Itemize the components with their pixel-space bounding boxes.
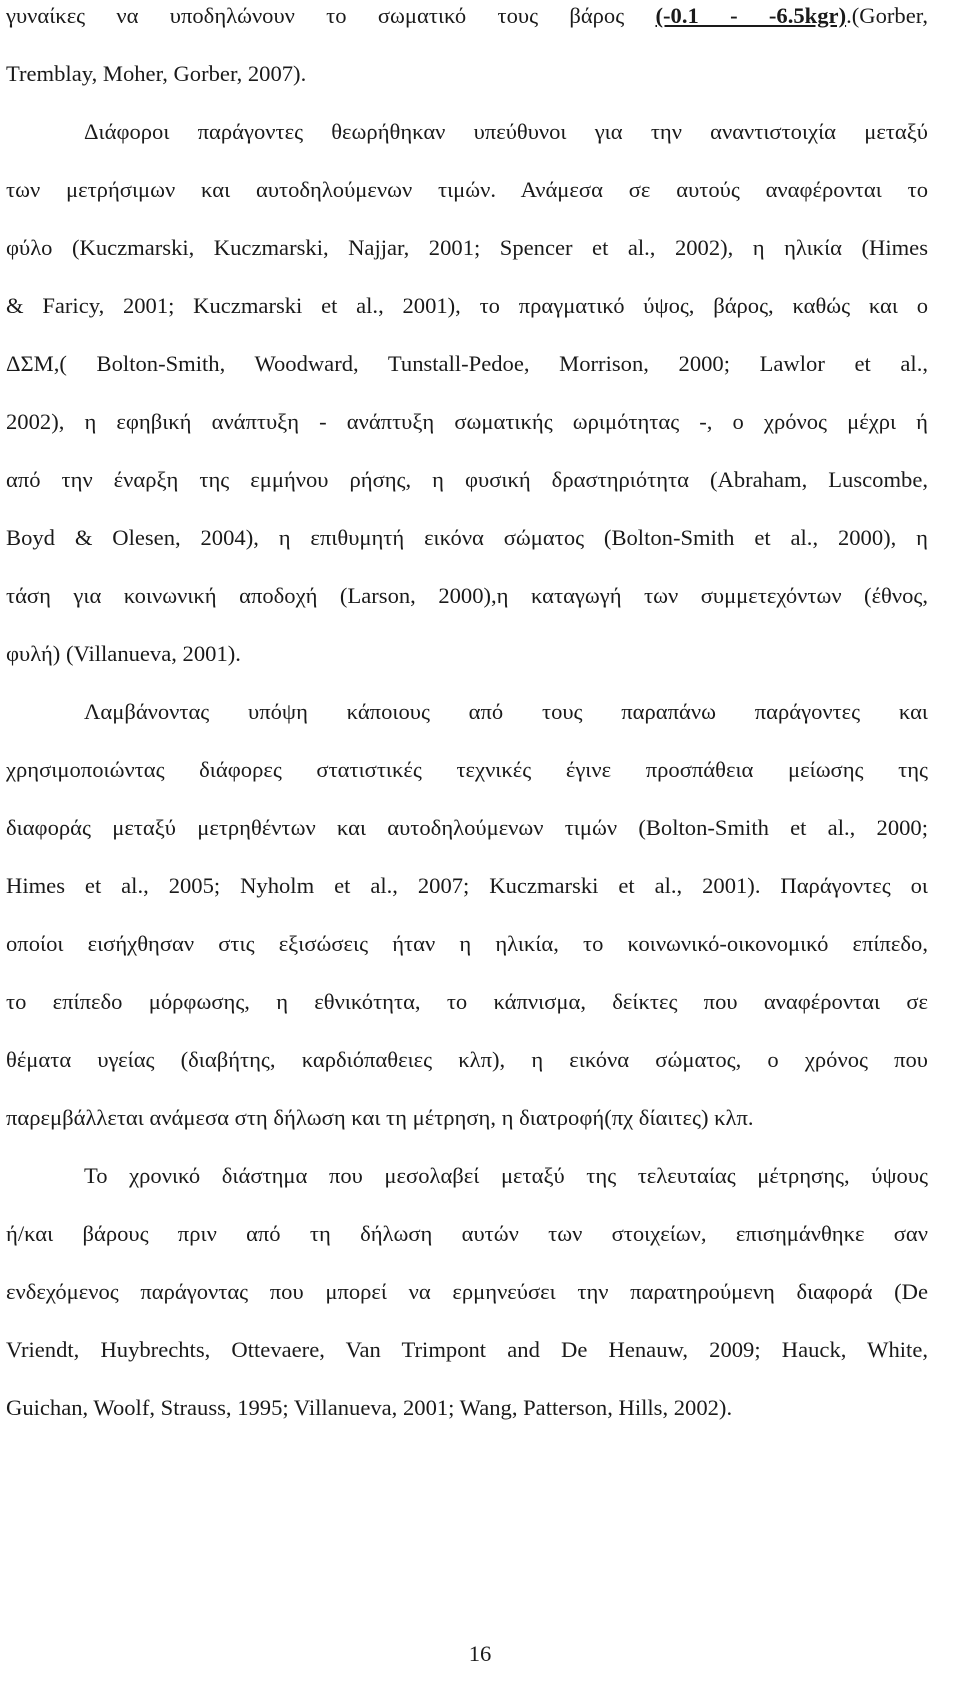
- text-line: ενδεχόμενος παράγοντας που μπορεί να ερμηνεύσει την παρατηρούμενη διαφορά (De: [6, 1279, 928, 1304]
- page-number: 16: [468, 1641, 492, 1666]
- text-line: Boyd & Olesen, 2004), η επιθυμητή εικόνα σώματος (Bolton-Smith et al., 2000), η: [6, 525, 928, 550]
- text-line: Vriendt, Huybrechts, Ottevaere, Van Trimpont and De Henauw, 2009; Hauck, White,: [6, 1337, 928, 1362]
- text-line: τάση για κοινωνική αποδοχή (Larson, 2000),η καταγωγή των συμμετεχόντων (έθνος,: [6, 583, 928, 608]
- text-line: γυναίκες να υποδηλώνουν το σωματικό τους βάρος (-0.1 - -6.5kgr).(Gorber,: [6, 3, 928, 28]
- text-line: χρησιμοποιώντας διάφορες στατιστικές τεχνικές έγινε προσπάθεια μείωσης της: [6, 757, 928, 782]
- text-line: παρεμβάλλεται ανάμεσα στη δήλωση και τη μέτρηση, η διατροφή(πχ δίαιτες) κλπ.: [6, 1105, 754, 1130]
- text-line: ή/και βάρους πριν από τη δήλωση αυτών των στοιχείων, επισημάνθηκε σαν: [6, 1221, 928, 1246]
- text-line: Himes et al., 2005; Nyholm et al., 2007; Kuczmarski et al., 2001). Παράγοντες οι: [6, 873, 928, 898]
- text-line: διαφοράς μεταξύ μετρηθέντων και αυτοδηλούμενων τιμών (Bolton-Smith et al., 2000;: [6, 815, 928, 840]
- emphasized-range: (-0.1 - -6.5kgr): [655, 3, 847, 28]
- text-line: φύλο (Kuczmarski, Kuczmarski, Najjar, 2001; Spencer et al., 2002), η ηλικία (Himes: [6, 235, 928, 260]
- paragraph-first-line: Λαμβάνοντας υπόψη κάποιους από τους παραπάνω παράγοντες και: [84, 699, 928, 724]
- paragraph-first-line: Διάφοροι παράγοντες θεωρήθηκαν υπεύθυνοι για την αναντιστοιχία μεταξύ: [84, 119, 928, 144]
- text-line: & Faricy, 2001; Kuczmarski et al., 2001), το πραγματικό ύψος, βάρος, καθώς και ο: [6, 293, 928, 318]
- text-line: των μετρήσιμων και αυτοδηλούμενων τιμών. Ανάμεσα σε αυτούς αναφέρονται το: [6, 177, 928, 202]
- paragraph-first-line: Το χρονικό διάστημα που μεσολαβεί μεταξύ της τελευταίας μέτρησης, ύψους: [84, 1163, 928, 1188]
- text-line: φυλή) (Villanueva, 2001).: [6, 641, 241, 666]
- text-line: από την έναρξη της εμμήνου ρήσης, η φυσική δραστηριότητα (Abraham, Luscombe,: [6, 467, 928, 492]
- text-line: Tremblay, Moher, Gorber, 2007).: [6, 61, 307, 86]
- text-line: θέματα υγείας (διαβήτης, καρδιόπαθειες κλπ), η εικόνα σώματος, ο χρόνος που: [6, 1047, 928, 1072]
- text-line: ΔΣΜ,( Bolton-Smith, Woodward, Tunstall-Pedoe, Morrison, 2000; Lawlor et al.,: [6, 351, 928, 376]
- text-line: 2002), η εφηβική ανάπτυξη - ανάπτυξη σωματικής ωριμότητας -, ο χρόνος μέχρι ή: [6, 409, 928, 434]
- text-line: το επίπεδο μόρφωσης, η εθνικότητα, το κάπνισμα, δείκτες που αναφέρονται σε: [6, 989, 928, 1014]
- text-line: οποίοι εισήχθησαν στις εξισώσεις ήταν η ηλικία, το κοινωνικό-οικονομικό επίπεδο,: [6, 931, 928, 956]
- text-line: Guichan, Woolf, Strauss, 1995; Villanueva, 2001; Wang, Patterson, Hills, 2002).: [6, 1395, 733, 1420]
